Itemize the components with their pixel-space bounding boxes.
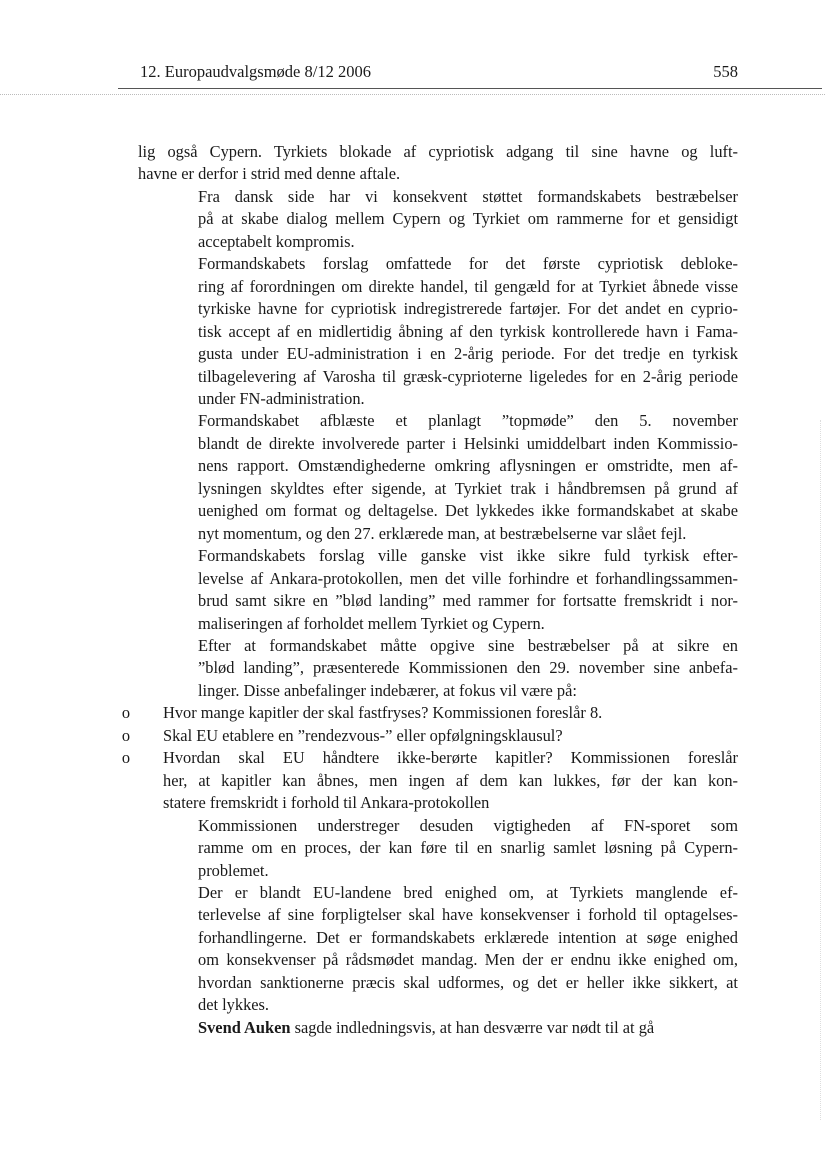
- text-line: lig også Cypern. Tyrkiets blokade af cypriotisk adgang til sine havne og luft-: [138, 142, 738, 161]
- text-line: nyt momentum, og den 27. erklærede man, at bestræbelserne var slået fejl.: [198, 523, 687, 543]
- scan-margin: [810, 420, 821, 1120]
- text-line: terlevelse af sine forpligtelser skal have konsekvenser i forhold til optagelses-: [198, 905, 738, 925]
- paragraph: [138, 141, 738, 186]
- text-line: Fra dansk side har vi konsekvent støttet formandskabets bestræbelser: [198, 186, 738, 206]
- paragraphs-before-list: [138, 141, 738, 702]
- text-line: maliseringen af forholdet mellem Tyrkiet og Cypern.: [198, 613, 545, 633]
- text-line: ring af forordningen om direkte handel, til gengæld for at Tyrkiet åbnede visse: [198, 276, 738, 296]
- bullet-circle-icon: o: [121, 725, 131, 745]
- list-item: [121, 725, 738, 747]
- text-line: hvordan sanktionerne præcis skal udformes, og det er heller ikke sikkert, at: [198, 972, 738, 992]
- text-line: Skal EU etablere en ”rendezvous-” eller opfølgningsklausul?: [163, 725, 563, 745]
- page-number: 558: [713, 62, 738, 81]
- text-line: tilbagelevering af Varosha til græsk-cyprioterne ligeledes for en 2-årig periode: [198, 366, 738, 386]
- text-line: Formandskabets forslag omfattede for det første cypriotisk debloke-: [198, 254, 738, 274]
- text-line: tisk accept af en midlertidig åbning af den tyrkisk kontrollerede havn i Fama-: [198, 321, 738, 341]
- speaker-name: Svend Auken: [198, 1017, 291, 1037]
- scan-line: [0, 94, 825, 95]
- text-line: nens rapport. Omstændighederne omkring aflysningen er omstridte, men af-: [198, 456, 738, 476]
- text-line: lysningen skyldtes efter sigende, at Tyrkiet trak i håndbremsen på grund af: [198, 478, 738, 498]
- list-item: [121, 747, 738, 814]
- paragraph: [138, 545, 738, 635]
- text-line: uenighed om format og deltagelse. Det lykkedes ikke formandskabet at skabe: [198, 501, 738, 521]
- final-text: sagde indledningsvis, at han desværre var nødt til at gå: [290, 1017, 655, 1037]
- text-line: acceptabelt kompromis.: [198, 231, 355, 251]
- text-line: Kommissionen understreger desuden vigtigheden af FN-sporet som: [198, 815, 738, 835]
- final-paragraph: [138, 1017, 738, 1039]
- paragraph: [138, 186, 738, 253]
- text-line: Der er blandt EU-landene bred enighed om, at Tyrkiets manglende ef-: [198, 882, 738, 902]
- text-line: forhandlingerne. Det er formandskabets erklærede intention at søge enighed: [198, 927, 738, 947]
- text-line: brud samt sikre en ”blød landing” med rammer for fortsatte fremskridt i nor-: [198, 591, 738, 611]
- text-line: Hvor mange kapitler der skal fastfryses? Kommissionen foreslår 8.: [163, 703, 603, 723]
- text-line: Formandskabets forslag ville ganske vist ikke sikre fuld tyrkisk efter-: [198, 546, 738, 566]
- bullet-circle-icon: o: [121, 703, 131, 723]
- paragraph: [138, 410, 738, 545]
- bullet-circle-icon: o: [121, 748, 131, 768]
- text-line: linger. Disse anbefalinger indebærer, at fokus vil være på:: [198, 680, 577, 700]
- text-line: på at skabe dialog mellem Cypern og Tyrkiet om rammerne for et gensidigt: [198, 209, 738, 229]
- text-line: levelse af Ankara-protokollen, men det ville forhindre et forhandlingssammen-: [198, 568, 738, 588]
- text-line: ramme om en proces, der kan føre til en snarlig samlet løsning på Cypern-: [198, 838, 738, 858]
- text-line: om konsekvenser på rådsmødet mandag. Men der er endnu ikke enighed om,: [198, 950, 738, 970]
- text-line: blandt de direkte involverede parter i Helsinki umiddelbart inden Kommissio-: [198, 433, 738, 453]
- bullet-list: [121, 702, 738, 814]
- text-line: ”blød landing”, præsenterede Kommissionen den 29. november sine anbefa-: [198, 658, 738, 678]
- list-item: [121, 702, 738, 724]
- text-line: Formandskabet afblæste et planlagt ”topmøde” den 5. november: [198, 411, 738, 431]
- body-text: [121, 141, 738, 1039]
- paragraph: [138, 253, 738, 410]
- header-title: 12. Europaudvalgsmøde 8/12 2006: [140, 62, 371, 81]
- text-line: her, at kapitler kan åbnes, men ingen af dem kan lukkes, før der kan kon-: [163, 770, 738, 790]
- header-rule: [118, 88, 822, 89]
- paragraph: [138, 882, 738, 1017]
- text-line: Hvordan skal EU håndtere ikke-berørte kapitler? Kommissionen foreslår: [163, 748, 738, 768]
- paragraph: [138, 815, 738, 882]
- text-line: problemet.: [198, 860, 269, 880]
- paragraph: [138, 635, 738, 702]
- text-line: Efter at formandskabet måtte opgive sine bestræbelser på at sikre en: [198, 635, 738, 655]
- paragraphs-after-list: [138, 815, 738, 1017]
- text-line: statere fremskridt i forhold til Ankara-protokollen: [163, 793, 490, 813]
- text-line: gusta under EU-administration i en 2-årig periode. For det tredje en tyrkisk: [198, 344, 738, 364]
- page-header: [140, 62, 738, 82]
- text-line: under FN-administration.: [198, 388, 365, 408]
- text-line: havne er derfor i strid med denne aftale.: [138, 164, 401, 184]
- text-line: det lykkes.: [198, 995, 270, 1015]
- text-line: tyrkiske havne for cypriotisk indregistrerede fartøjer. For det andet en cyprio-: [198, 299, 738, 319]
